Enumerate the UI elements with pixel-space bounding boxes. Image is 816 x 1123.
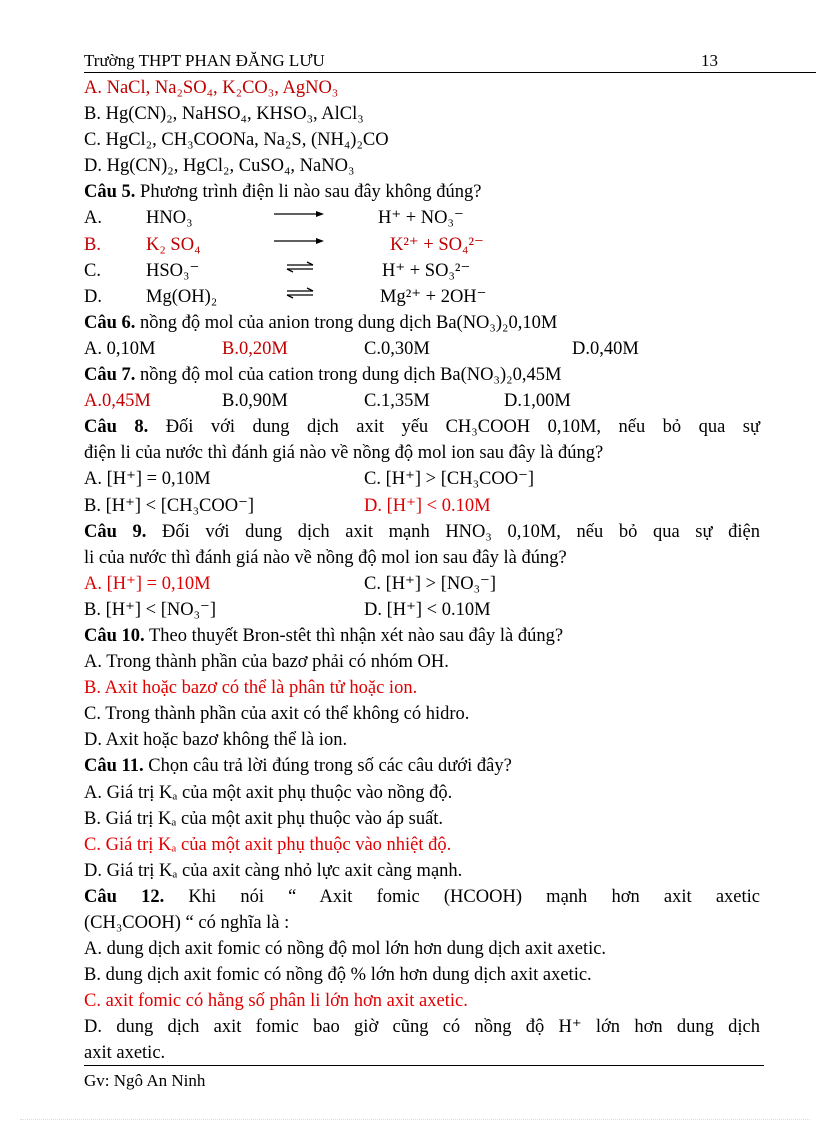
q5-d-left: Mg(OH)₂ <box>146 286 218 307</box>
q8-options-bd <box>84 493 760 519</box>
q6-options <box>84 336 760 362</box>
q8-option-a: A. [H⁺] = 0,10M <box>84 469 211 490</box>
q9-options-bd <box>84 597 760 623</box>
page-edge-dots <box>20 1119 810 1120</box>
q7-option-c: C.1,35M <box>364 391 430 412</box>
school-name: Trường THPT PHAN ĐĂNG LƯU <box>84 51 325 70</box>
q12-option-b: B. dung dịch axit fomic có nồng độ % lớn hơn dung dịch axit axetic. <box>84 965 592 986</box>
question-12 <box>84 884 760 910</box>
equilibrium-arrow-icon <box>286 284 314 310</box>
q7-option-a: A.0,45M <box>84 391 151 412</box>
q5-b-letter: B. <box>84 234 101 255</box>
q8-options-ac <box>84 466 760 492</box>
q5-d-right: Mg²⁺ + 2OH⁻ <box>380 286 487 307</box>
q10-option-c: C. Trong thành phần của axit có thể không có hidro. <box>84 704 470 725</box>
question-9-label: Câu 9. <box>84 521 147 542</box>
question-7-label: Câu 7. <box>84 365 136 386</box>
q5-option-a <box>84 205 760 231</box>
page-content <box>84 75 760 1067</box>
question-6-text: nồng độ mol của anion trong dung dịch Ba(NO₃)₂0,10M <box>140 312 558 333</box>
q4-option-a: A. NaCl, Na₂SO₄, K₂CO₃, AgNO₃ <box>84 78 339 98</box>
q8-option-b: B. [H⁺] < [CH₃COO⁻] <box>84 495 255 516</box>
q7-options <box>84 388 760 414</box>
question-5-label: Câu 5. <box>84 182 136 203</box>
question-11-text: Chọn câu trả lời đúng trong số các câu dưới đây? <box>148 756 512 777</box>
forward-arrow-icon <box>274 232 326 258</box>
question-10 <box>84 623 760 649</box>
equilibrium-arrow-icon <box>286 258 314 284</box>
q5-d-letter: D. <box>84 286 102 307</box>
question-12-label: Câu 12. <box>84 886 165 907</box>
question-8-text-1: Đối với dung dịch axit yếu CH₃COOH 0,10M, nếu bỏ qua sự <box>165 417 760 438</box>
q4-option-d: D. Hg(CN)₂, HgCl₂, CuSO₄, NaNO₃ <box>84 156 355 177</box>
q12-option-d: D. dung dịch axit fomic bao giờ cũng có nồng độ H⁺ lớn hơn dung dịch <box>84 1017 760 1038</box>
q5-option-c <box>84 258 760 284</box>
question-11-label: Câu 11. <box>84 756 144 777</box>
question-9 <box>84 519 760 545</box>
question-7-text: nồng độ mol của cation trong dung dịch Ba(NO₃)₂0,45M <box>140 365 562 386</box>
question-5 <box>84 179 760 205</box>
q11-option-d: D. Giá trị Kₐ của axit càng nhỏ lực axit càng mạnh. <box>84 860 463 881</box>
question-7 <box>84 362 760 388</box>
page-header <box>84 51 762 73</box>
q9-option-d: D. [H⁺] < 0.10M <box>364 599 491 620</box>
q11-option-a: A. Giá trị Kₐ của một axit phụ thuộc vào nồng độ. <box>84 782 453 803</box>
question-9-cont: li của nước thì đánh giá nào về nồng độ mol ion sau đây là đúng? <box>84 547 567 568</box>
q5-a-letter: A. <box>84 208 102 229</box>
question-12-text-1: Khi nói “ Axit fomic (HCOOH) mạnh hơn axit axetic <box>188 886 760 907</box>
question-11 <box>84 753 760 779</box>
question-10-text: Theo thuyết Bron-stêt thì nhận xét nào sau đây là đúng? <box>148 625 564 646</box>
q5-c-left: HSO₃⁻ <box>146 260 200 281</box>
forward-arrow-icon <box>274 205 326 231</box>
q6-option-b: B.0,20M <box>222 338 288 359</box>
question-6-label: Câu 6. <box>84 312 136 333</box>
q5-option-d <box>84 284 760 310</box>
q10-option-d: D. Axit hoặc bazơ không thể là ion. <box>84 730 348 751</box>
q9-option-b: B. [H⁺] < [NO₃⁻] <box>84 599 216 620</box>
q5-option-b <box>84 232 760 258</box>
q12-option-c: C. axit fomic có hằng số phân li lớn hơn axit axetic. <box>84 991 468 1012</box>
q12-option-d-cont: axit axetic. <box>84 1043 166 1064</box>
q5-a-right: H⁺ + NO₃⁻ <box>378 208 464 229</box>
question-5-text: Phương trình điện li nào sau đây không đúng? <box>140 182 482 203</box>
footer-author: Gv: Ngô An Ninh <box>84 1071 206 1090</box>
q5-a-left: HNO₃ <box>146 208 193 229</box>
q9-option-c: C. [H⁺] > [NO₃⁻] <box>364 573 496 594</box>
q4-option-c: C. HgCl₂, CH₃COONa, Na₂S, (NH₄)₂CO <box>84 130 389 151</box>
question-12-cont: (CH₃COOH) “ có nghĩa là : <box>84 913 290 933</box>
q8-option-d: D. [H⁺] < 0.10M <box>364 495 491 516</box>
q6-option-c: C.0,30M <box>364 338 430 359</box>
q5-c-letter: C. <box>84 260 101 281</box>
q4-option-b: B. Hg(CN)₂, NaHSO₄, KHSO₃, AlCl₃ <box>84 104 364 125</box>
q5-b-left: K₂ SO₄ <box>146 234 201 255</box>
question-8 <box>84 414 760 440</box>
q12-option-a: A. dung dịch axit fomic có nồng độ mol lớn hơn dung dịch axit axetic. <box>84 939 607 960</box>
q10-option-b: B. Axit hoặc bazơ có thể là phân tử hoặc ion. <box>84 678 418 699</box>
q5-c-right: H⁺ + SO₃²⁻ <box>382 260 471 281</box>
q6-option-d: D.0,40M <box>572 338 639 359</box>
q11-option-b: B. Giá trị Kₐ của một axit phụ thuộc vào áp suất. <box>84 808 444 829</box>
question-10-label: Câu 10. <box>84 625 145 646</box>
q7-option-d: D.1,00M <box>504 391 571 412</box>
page-number: 13 <box>701 51 718 70</box>
header-rule <box>84 72 816 73</box>
q5-b-right: K²⁺ + SO₄²⁻ <box>390 234 484 255</box>
question-8-cont: điện li của nước thì đánh giá nào về nồng độ mol ion sau đây là đúng? <box>84 443 604 464</box>
q6-option-a: A. 0,10M <box>84 338 156 359</box>
footer-rule <box>84 1065 764 1066</box>
question-8-label: Câu 8. <box>84 417 149 438</box>
q11-option-c: C. Giá trị Kₐ của một axit phụ thuộc vào nhiệt độ. <box>84 834 452 855</box>
q7-option-b: B.0,90M <box>222 391 288 412</box>
q9-option-a: A. [H⁺] = 0,10M <box>84 573 211 594</box>
question-6 <box>84 310 760 336</box>
q9-options-ac <box>84 571 760 597</box>
q8-option-c: C. [H⁺] > [CH₃COO⁻] <box>364 469 535 490</box>
q10-option-a: A. Trong thành phần của bazơ phải có nhóm OH. <box>84 652 449 673</box>
question-9-text-1: Đối với dung dịch axit mạnh HNO₃ 0,10M, nếu bỏ qua sự điện <box>162 521 760 542</box>
